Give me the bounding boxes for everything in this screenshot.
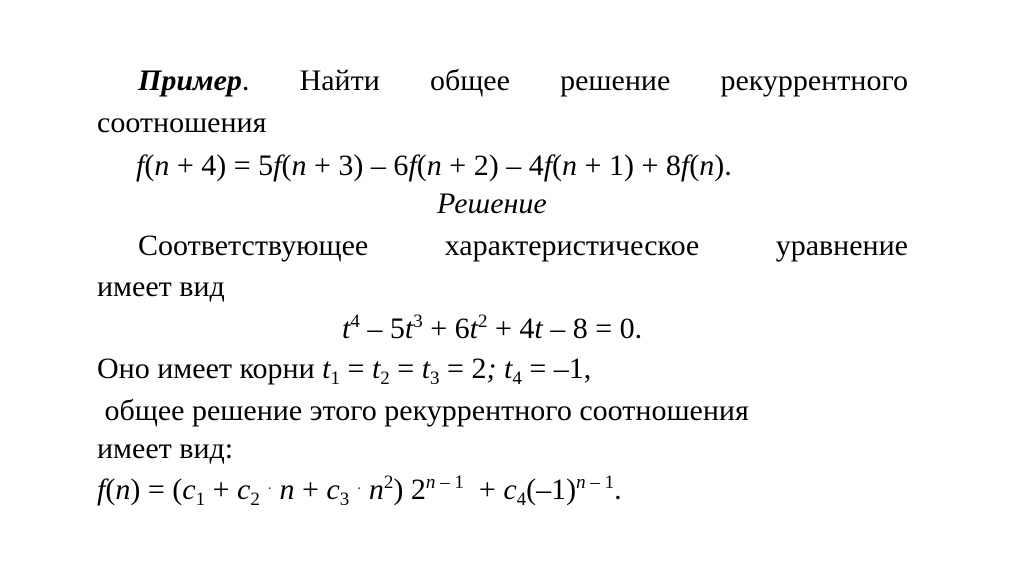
general-solution-text-end: имеет вид: (97, 432, 234, 465)
general-solution-formula: $f(n) = (c_1 + c_2$ · $n + c_3$ · $n^2$) $2^{n - 1} + c_4(-1)^{n - 1}$. (97, 472, 622, 510)
example-intro-end: соотношения (97, 106, 267, 139)
example-word-1: Найти (299, 64, 380, 97)
char-eq-word-3: уравнение (775, 229, 908, 262)
characteristic-equation: $t^4 - 5t^3 + 6t^2 + 4t - 8 = 0$. (342, 311, 643, 345)
char-eq-word-1: Соответствующее (138, 229, 369, 262)
example-intro-line (138, 63, 908, 99)
example-word-2: общее (429, 64, 510, 97)
example-label: Пример. (138, 64, 250, 97)
char-eq-word-2: характеристическое (444, 229, 700, 262)
char-eq-intro-line (138, 228, 908, 264)
solution-heading: Решение (437, 187, 547, 220)
example-word-4: рекуррентного (720, 64, 908, 97)
roots-text: Оно имеет корни (97, 352, 315, 385)
example-word-3: решение (560, 64, 671, 97)
general-solution-text: общее решение этого рекуррентного соотношения (97, 394, 749, 427)
recurrence-equation: f(n + 4) = 5f(n + 3) – 6f(n + 2) – 4f(n + 1) + 8f(n). (136, 149, 732, 182)
char-eq-intro-end: имеет вид (97, 270, 225, 303)
roots-line: Оно имеет корни $t_1 = t_2 = t_3 = 2$; $t_4 = -1$, (97, 352, 592, 389)
